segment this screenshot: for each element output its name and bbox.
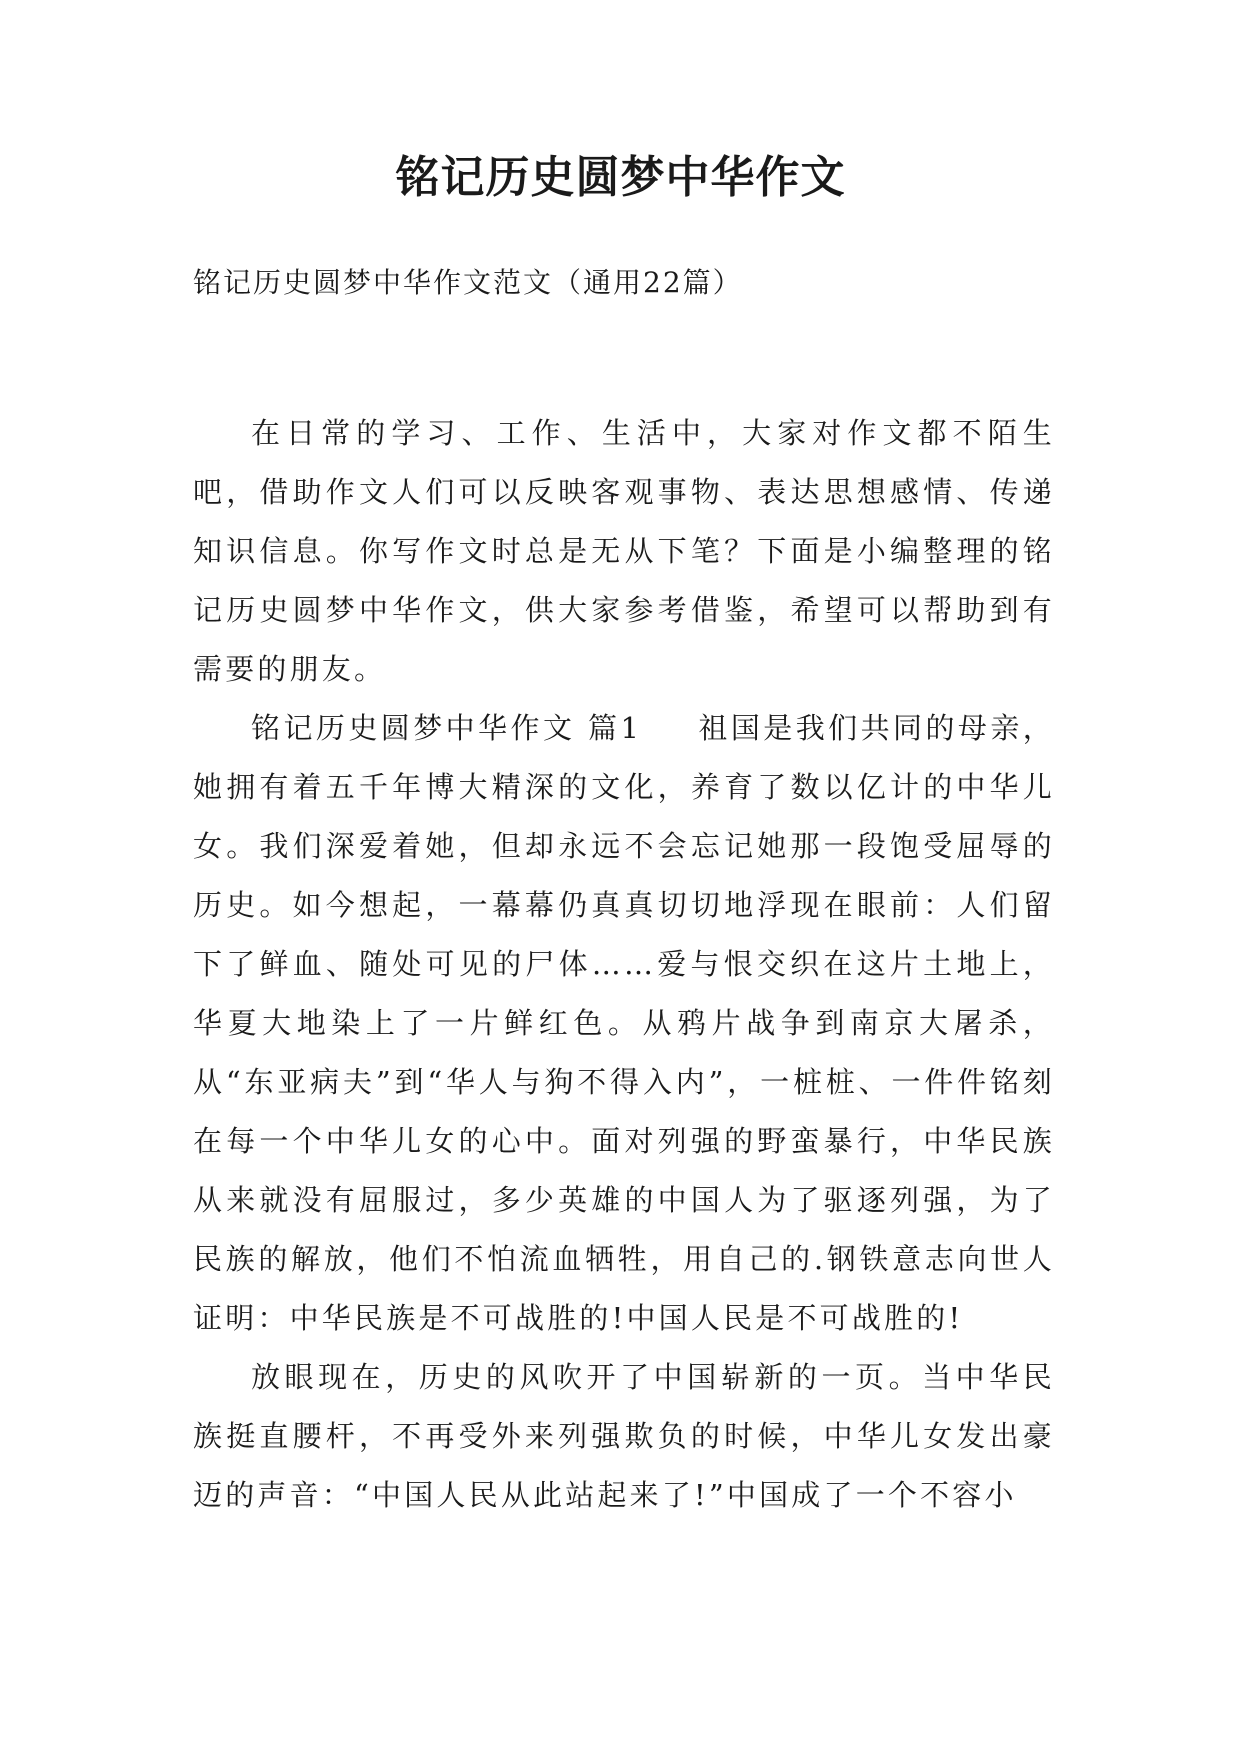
document-body <box>193 404 1055 1525</box>
document-subtitle: 铭记历史圆梦中华作文范文（通用22篇） <box>193 266 743 299</box>
essay-1-heading: 铭记历史圆梦中华作文 篇1 <box>251 711 643 745</box>
intro-paragraph: 在日常的学习、工作、生活中，大家对作文都不陌生吧，借助作文人们可以反映客观事物、表达思想感情、传递知识信息。你写作文时总是无从下笔？下面是小编整理的铭记历史圆梦中华作文，供大家参考借鉴，希望可以帮助到有需要的朋友。 <box>193 416 1055 686</box>
document-title: 铭记历史圆梦中华作文 <box>395 152 846 203</box>
essay-1-text: 祖国是我们共同的母亲，她拥有着五千年博大精深的文化，养育了数以亿计的中华儿女。我们深爱着她，但却永远不会忘记她那一段饱受屈辱的历史。如今想起，一幕幕仍真真切切地浮现在眼前：人们留下了鲜血、随处可见的尸体……爱与恨交织在这片土地上，华夏大地染上了一片鲜红色。从鸦片战争到南京大屠杀，从“东亚病夫”到“华人与狗不得入内”，一桩桩、一件件铭刻在每一个中华儿女的心中。面对列强的野蛮暴行，中华民族从来就没有屈服过，多少英雄的中国人为了驱逐列强，为了民族的解放，他们不怕流血牺牲，用自己的.钢铁意志向世人证明：中华民族是不可战胜的!中国人民是不可战胜的! <box>193 711 1055 1335</box>
essay-1-paragraph-1 <box>193 699 1055 1348</box>
essay-1-paragraph-2: 放眼现在，历史的风吹开了中国崭新的一页。当中华民族挺直腰杆，不再受外来列强欺负的时候，中华儿女发出豪迈的声音：“中国人民从此站起来了!”中国成了一个不容小 <box>193 1360 1055 1512</box>
